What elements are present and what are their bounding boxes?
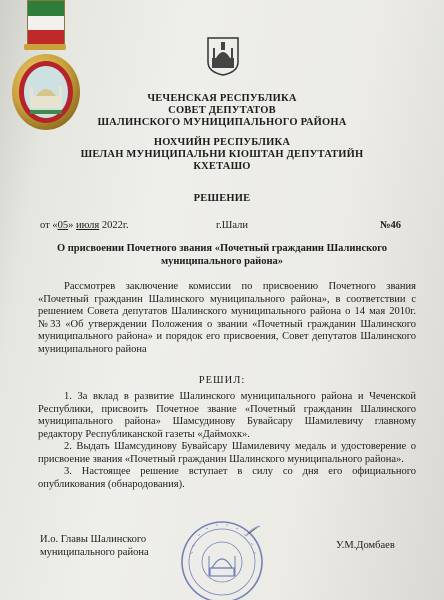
coat-of-arms-icon bbox=[206, 36, 240, 76]
header-council-chechen-2: КХЕТАШО bbox=[193, 161, 251, 172]
signatory-name: У.М.Домбаев bbox=[336, 540, 395, 551]
header-district: ШАЛИНСКОГО МУНИЦИПАЛЬНОГО РАЙОНА bbox=[97, 117, 347, 128]
decision-date: от «05» июля 2022г. bbox=[40, 220, 129, 231]
header-republic-chechen: НОХЧИЙН РЕСПУБЛИКА bbox=[153, 137, 291, 148]
decision-place: г.Шали bbox=[216, 220, 248, 231]
medal-bar bbox=[24, 44, 66, 50]
resolution-item-2: 2. Выдать Шамсудинову Бувайсару Шамилевичу медаль и удостоверение о присвоение звания «Почетный гражданин Шалинского муниципального района». bbox=[38, 441, 416, 465]
header-council-chechen: ШЕЛАН МУНИЦИПАЛЬНИ КІОШТАН ДЕПУТАТИЙН bbox=[80, 149, 364, 160]
resolution-item-3: 3. Настоящее решение вступает в силу со дня его официального опубликования (обнародования). bbox=[38, 466, 416, 490]
decision-subject-line1: О присвоении Почетного звания «Почетный гражданин Шалинского bbox=[56, 243, 388, 254]
header-republic: ЧЕЧЕНСКАЯ РЕСПУБЛИКА bbox=[147, 93, 297, 104]
official-stamp-icon bbox=[176, 516, 268, 600]
signatory-role-line2: муниципального района bbox=[40, 547, 149, 558]
header-council: СОВЕТ ДЕПУТАТОВ bbox=[168, 105, 276, 116]
resolution-item-1: 1. За вклад в развитие Шалинского муниципального района и Чеченской Республики, присвоить Почетное звание «Почетный гражданин Шалинского муниципального района» Шамсудинову Бувайсару Шамилевичу главному редактору Республиканской газеты «Даймохк». bbox=[38, 391, 416, 440]
resolved-heading: РЕШИЛ: bbox=[198, 375, 246, 386]
decision-title: РЕШЕНИЕ bbox=[193, 193, 251, 204]
medal-ribbon bbox=[27, 0, 65, 46]
decision-number: №46 bbox=[380, 220, 402, 231]
decision-subject-line2: муниципального района» bbox=[160, 256, 284, 267]
preamble-paragraph: Рассмотрев заключение комиссии по присвоению Почетного звания «Почетный гражданин Шалинского муниципального района», в соответствии с решением Совета депутатов Шалинского муниципального района о 14 мая 2010г.№33 «Об утверждении Положения о звании «Почетный гражданин Шалинского муниципального района» и порядок его присвоения, Совет депутатов Шалинского муниципального района bbox=[38, 281, 416, 355]
signatory-role-line1: И.о. Главы Шалинского bbox=[40, 534, 147, 545]
